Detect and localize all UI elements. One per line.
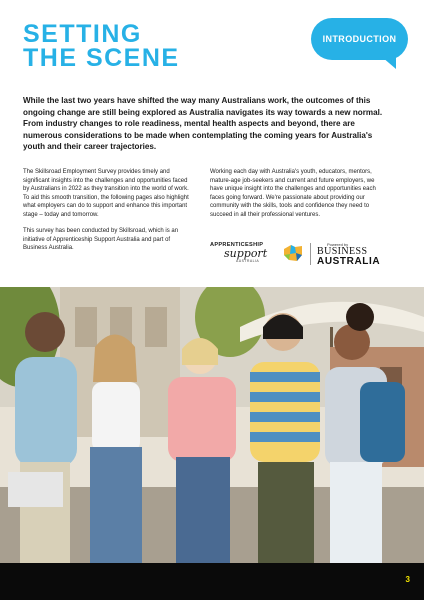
hero-photo — [0, 287, 424, 563]
title-line-2: THE SCENE — [23, 44, 180, 72]
section-badge — [311, 18, 408, 60]
left-paragraph-1: The Skillsroad Employment Survey provides timely and significant insights into the challenges and opportunities faced by Australians in 2022 as they transition into the world of work. To aid this smooth transition, the following pages also highlight what employers can do to support and enhance this important stage – today and tomorrow. — [23, 169, 189, 218]
page-number: 3 — [405, 575, 410, 584]
business-australia-logo: Powered by BUSINESS AUSTRALIA — [317, 242, 381, 267]
right-column — [210, 168, 382, 219]
page-footer — [0, 563, 424, 600]
australia-map-icon — [283, 243, 303, 263]
title-line-1: SETTING — [23, 20, 142, 48]
group-of-young-people-image — [0, 287, 424, 563]
apprenticeship-support-logo: APPRENTICESHIP support AUSTRALIA — [210, 242, 268, 263]
left-paragraph-2: This survey has been conducted by Skillsroad, which is an initiative of Apprenticeship Support Australia and part of Business Australia. — [23, 228, 179, 251]
logo-divider — [310, 243, 311, 265]
left-column — [23, 168, 195, 253]
partner-logos — [210, 240, 390, 270]
lead-paragraph: While the last two years have shifted the way many Australians work, the outcomes of this ongoing change are still being explored as Australia navigates its way towards a new normal. From industry changes to role readiness, mental health aspects and beyond, there are numerous considerations to be made when contemplating the coming years for Australia's youth and their career trajectories. — [23, 96, 383, 152]
page-title — [23, 22, 180, 70]
right-paragraph-1: Working each day with Australia's youth, educators, mentors, mature-age job-seekers and current and future employers, we have unique insight into the challenges and opportunities each faces going forward. We're passionate about providing our community with the skills, tools and confidence they need to succeed in all their professional ventures. — [210, 169, 376, 218]
section-badge-label: INTRODUCTION — [322, 34, 397, 44]
